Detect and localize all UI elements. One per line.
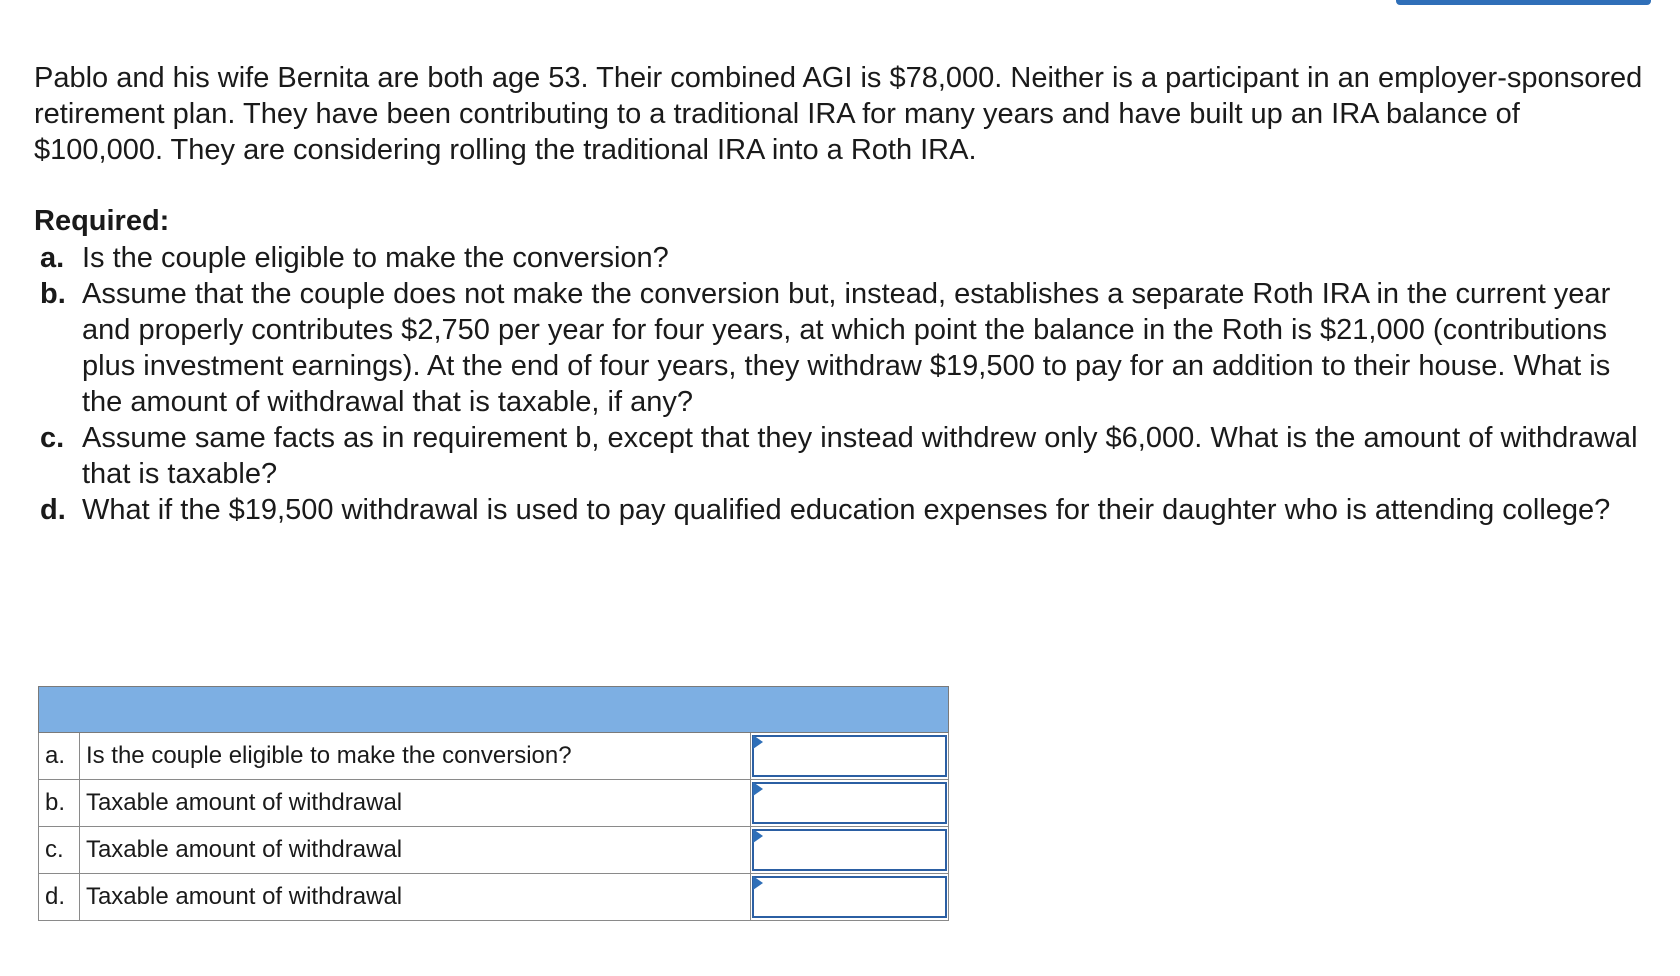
requirement-c (34, 420, 1654, 492)
row-label: Taxable amount of withdrawal (79, 874, 750, 921)
table-row (39, 733, 949, 780)
answer-input-c[interactable] (752, 829, 947, 871)
answer-cell (750, 874, 948, 921)
dropdown-flag-icon (753, 782, 763, 796)
row-label: Is the couple eligible to make the conversion? (79, 733, 750, 780)
requirement-d (34, 492, 1654, 528)
requirement-text: Is the couple eligible to make the conversion? (82, 242, 669, 274)
requirement-letter: d. (40, 494, 66, 526)
top-accent-bar (1396, 0, 1651, 5)
table-row (39, 780, 949, 827)
row-letter: c. (39, 827, 80, 874)
requirement-text: Assume that the couple does not make the conversion but, instead, establishes a separate Roth IRA in the current year and properly contributes $2,750 per year for four years, at which point the balance in the Roth is $21,000 (contributions plus investment earnings). At the end of four years, they withdraw $19,500 to pay for an addition to their house. What is the amount of withdrawal that is taxable, if any? (82, 278, 1611, 418)
requirement-letter: b. (40, 278, 66, 310)
answer-cell (750, 780, 948, 827)
requirement-text: Assume same facts as in requirement b, except that they instead withdrew only $6,000. What is the amount of withdrawal that is taxable? (82, 422, 1638, 490)
row-label: Taxable amount of withdrawal (79, 780, 750, 827)
answer-table (38, 686, 949, 921)
answer-input-b[interactable] (752, 782, 947, 824)
dropdown-flag-icon (753, 829, 763, 843)
table-row (39, 827, 949, 874)
requirement-text: What if the $19,500 withdrawal is used to pay qualified education expenses for their daughter who is attending college? (82, 494, 1611, 526)
answer-input-a[interactable] (752, 735, 947, 777)
requirement-letter: a. (40, 242, 65, 274)
answer-input-d[interactable] (752, 876, 947, 918)
requirement-a (34, 240, 1654, 276)
requirement-b (34, 276, 1654, 420)
answer-table-header (39, 687, 949, 733)
problem-intro: Pablo and his wife Bernita are both age 53. Their combined AGI is $78,000. Neither is a participant in an employer-sponsored retirement plan. They have been contributing to a traditional IRA for many years and have built up an IRA balance of $100,000. They are considering rolling the traditional IRA into a Roth IRA. (34, 62, 1643, 166)
answer-cell (750, 733, 948, 780)
requirement-letter: c. (40, 422, 65, 454)
row-letter: b. (39, 780, 80, 827)
dropdown-flag-icon (753, 876, 763, 890)
requirements-list (34, 240, 1654, 528)
table-row (39, 874, 949, 921)
dropdown-flag-icon (753, 735, 763, 749)
row-label: Taxable amount of withdrawal (79, 827, 750, 874)
answer-table-header-cell (39, 687, 949, 733)
row-letter: a. (39, 733, 80, 780)
answer-cell (750, 827, 948, 874)
required-heading: Required: (34, 205, 170, 237)
row-letter: d. (39, 874, 80, 921)
